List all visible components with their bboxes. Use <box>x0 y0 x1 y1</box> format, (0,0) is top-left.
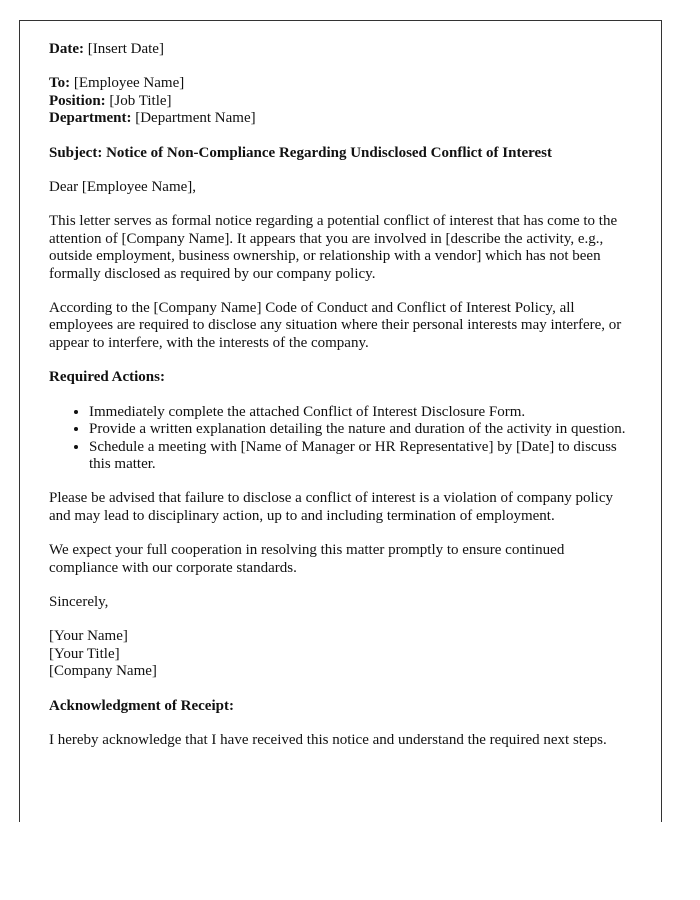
letter-document <box>19 20 662 822</box>
signoff: Sincerely, <box>49 593 109 610</box>
required-actions-list <box>49 404 632 474</box>
acknowledgment-heading: Acknowledgment of Receipt: <box>49 697 234 714</box>
department-line: Department: [Department Name] <box>49 110 256 127</box>
recipient-block <box>49 75 632 127</box>
salutation: Dear [Employee Name], <box>49 179 197 196</box>
date-line: Date: [Insert Date] <box>49 41 164 57</box>
list-item: • Provide a written explanation detailing the nature and duration of the activity in question. <box>89 421 632 438</box>
body-paragraph: This letter serves as formal notice regarding a potential conflict of interest that has come to the attention of [Company Name]. It appears that you are involved in [describe the activity, e.g., outside employment, business ownership, or relationship with a vendor] which has not been formally disclosed as required by our company policy. <box>49 213 618 282</box>
subject-line: Subject: Notice of Non-Compliance Regarding Undisclosed Conflict of Interest <box>49 144 553 161</box>
required-actions-heading: Required Actions: <box>49 369 165 386</box>
position-line: Position: [Job Title] <box>49 92 172 109</box>
body-paragraph: Please be advised that failure to disclose a conflict of interest is a violation of company policy and may lead to disciplinary action, up to and including termination of employment. <box>49 490 614 524</box>
body-paragraph: We expect your full cooperation in resolving this matter promptly to ensure continued compliance with our corporate standards. <box>49 542 565 576</box>
list-item: • Schedule a meeting with [Name of Manager or HR Representative] by [Date] to discuss this matter. <box>89 439 632 474</box>
body-paragraph: According to the [Company Name] Code of Conduct and Conflict of Interest Policy, all employees are required to disclose any situation where their personal interests may interfere, or appear to interfere, with the interests of the company. <box>49 300 622 351</box>
list-item: • Immediately complete the attached Conflict of Interest Disclosure Form. <box>89 404 632 421</box>
acknowledgment-text: I hereby acknowledge that I have received this notice and understand the required next steps. <box>49 731 607 748</box>
to-line: To: [Employee Name] <box>49 75 185 92</box>
signature-block: [Your Name] [Your Title] [Company Name] <box>49 628 157 680</box>
